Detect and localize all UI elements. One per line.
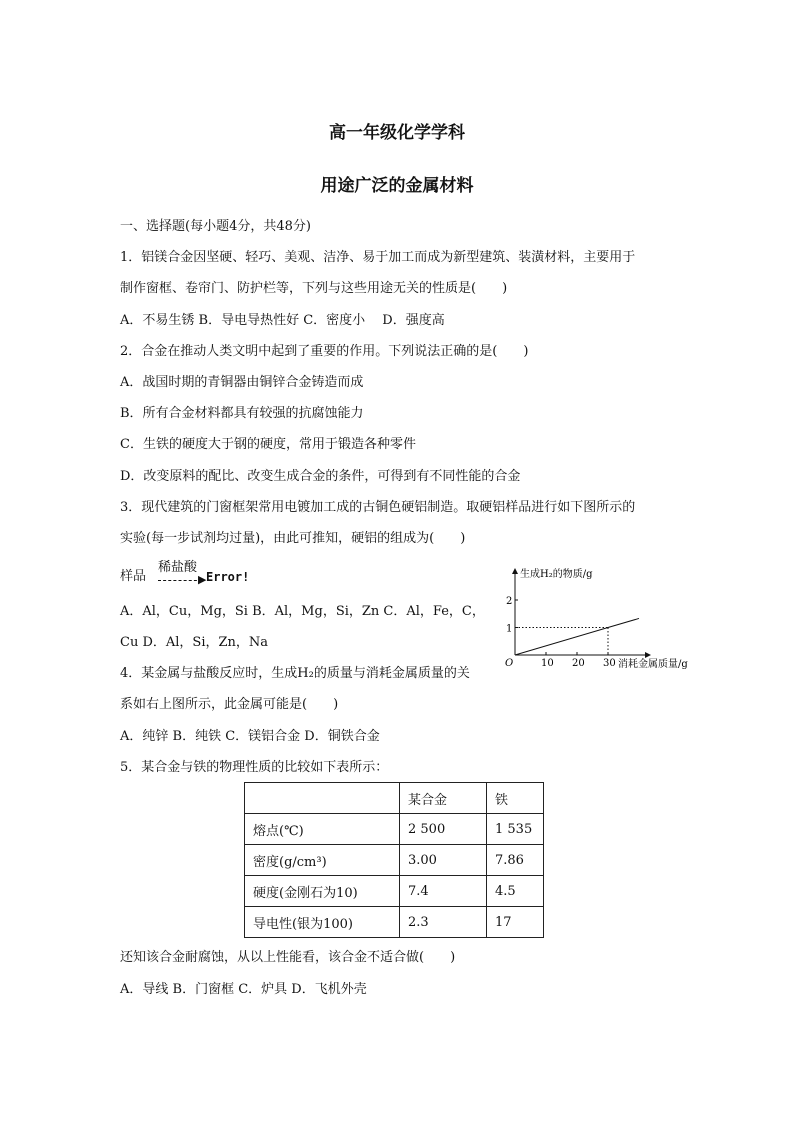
chart-x-arrow-icon [645,652,651,658]
question-4-line-1: 4．某金属与盐酸反应时，生成H₂的质量与消耗金属质量的关 [120,666,470,681]
section-heading: 一、选择题(每小题4分，共48分) [120,219,311,234]
question-2-stem: 2．合金在推动人类文明中起到了重要的作用。下列说法正确的是( ) [120,344,529,359]
question-1-line-1: 1．铝镁合金因坚硬、轻巧、美观、洁净、易于加工而成为新型建筑、装潢材料，主要用于 [120,250,636,265]
properties-table [244,782,544,938]
table-cell: 7.4 [400,876,487,907]
chart-x-axis-label: 消耗金属质量/g [618,659,688,670]
question-1-options: A．不易生锈 B．导电导热性好 C．密度小 D．强度高 [120,313,445,328]
chart-x-tick-label: 20 [572,658,585,669]
chart-x-tick-label: 30 [603,658,616,669]
table-cell: 硬度(金刚石为10) [245,876,400,907]
chart-origin-label: O [505,658,514,669]
question-3-options-line-2: Cu D．Al，Si，Zn，Na [120,635,269,650]
chart-y-arrow-icon [512,568,518,574]
question-1-line-2: 制作窗框、卷帘门、防护栏等，下列与这些用途无关的性质是( ) [120,281,508,296]
question-3-line-1: 3．现代建筑的门窗框架常用电镀加工成的古铜色硬铝制造。取硬铝样品进行如下图所示的 [120,500,636,515]
chart-series-line [515,618,639,655]
table-header-cell [245,783,400,814]
h2-mass-chart [500,560,700,672]
page-subtitle: 用途广泛的金属材料 [320,176,474,196]
chart-x-tick-label: 10 [541,658,554,669]
table-header-cell: 某合金 [400,783,487,814]
question-5-stem: 5．某合金与铁的物理性质的比较如下表所示： [120,760,389,775]
page-title: 高一年级化学学科 [329,123,465,143]
table-cell: 密度(g/cm³) [245,845,400,876]
question-2-option-d: D．改变原料的配比、改变生成合金的条件，可得到有不同性能的合金 [120,469,521,484]
question-3-line-2: 实验(每一步试剂均过量)，由此可推知，硬铝的组成为( ) [120,531,466,546]
table-row [245,845,544,876]
question-3-sample-label: 样品 [120,569,147,584]
question-3-options-line-1: A．Al，Cu，Mg，Si B．Al，Mg，Si，Zn C．Al，Fe，C， [120,604,485,619]
table-cell: 7.86 [487,845,544,876]
chart-y-tick-label: 1 [506,623,513,635]
question-5-options: A．导线 B．门窗框 C．炉具 D．飞机外壳 [120,982,367,997]
question-2-option-c: C．生铁的硬度大于钢的硬度，常用于锻造各种零件 [120,437,416,452]
table-cell: 4.5 [487,876,544,907]
table-row [245,876,544,907]
error-text: Error! [206,570,250,584]
table-cell: 熔点(℃) [245,814,400,845]
table-cell: 17 [487,907,544,938]
table-row [245,814,544,845]
table-row [245,907,544,938]
arrow-shaft [158,580,202,581]
table-cell: 2.3 [400,907,487,938]
reagent-label: 稀盐酸 [158,560,198,575]
question-5-tail: 还知该合金耐腐蚀，从以上性能看，该合金不适合做( ) [120,950,456,965]
table-cell: 2 500 [400,814,487,845]
question-2-option-b: B．所有合金材料都具有较强的抗腐蚀能力 [120,406,364,421]
chart-y-axis-label: 生成H₂的物质/g [520,569,593,580]
table-cell: 3.00 [400,845,487,876]
chart-y-tick-label: 2 [506,596,513,607]
table-cell: 导电性(银为100) [245,907,400,938]
table-header-cell: 铁 [487,783,544,814]
table-cell: 1 535 [487,814,544,845]
table-header-row [245,783,544,814]
question-4-options: A．纯锌 B．纯铁 C．镁铝合金 D．铜铁合金 [120,729,380,744]
reaction-arrow [158,556,248,592]
question-4-line-2: 系如右上图所示，此金属可能是( ) [120,697,339,712]
question-2-option-a: A．战国时期的青铜器由铜锌合金铸造而成 [120,375,364,390]
arrow-right-icon: ▶ [198,573,207,586]
